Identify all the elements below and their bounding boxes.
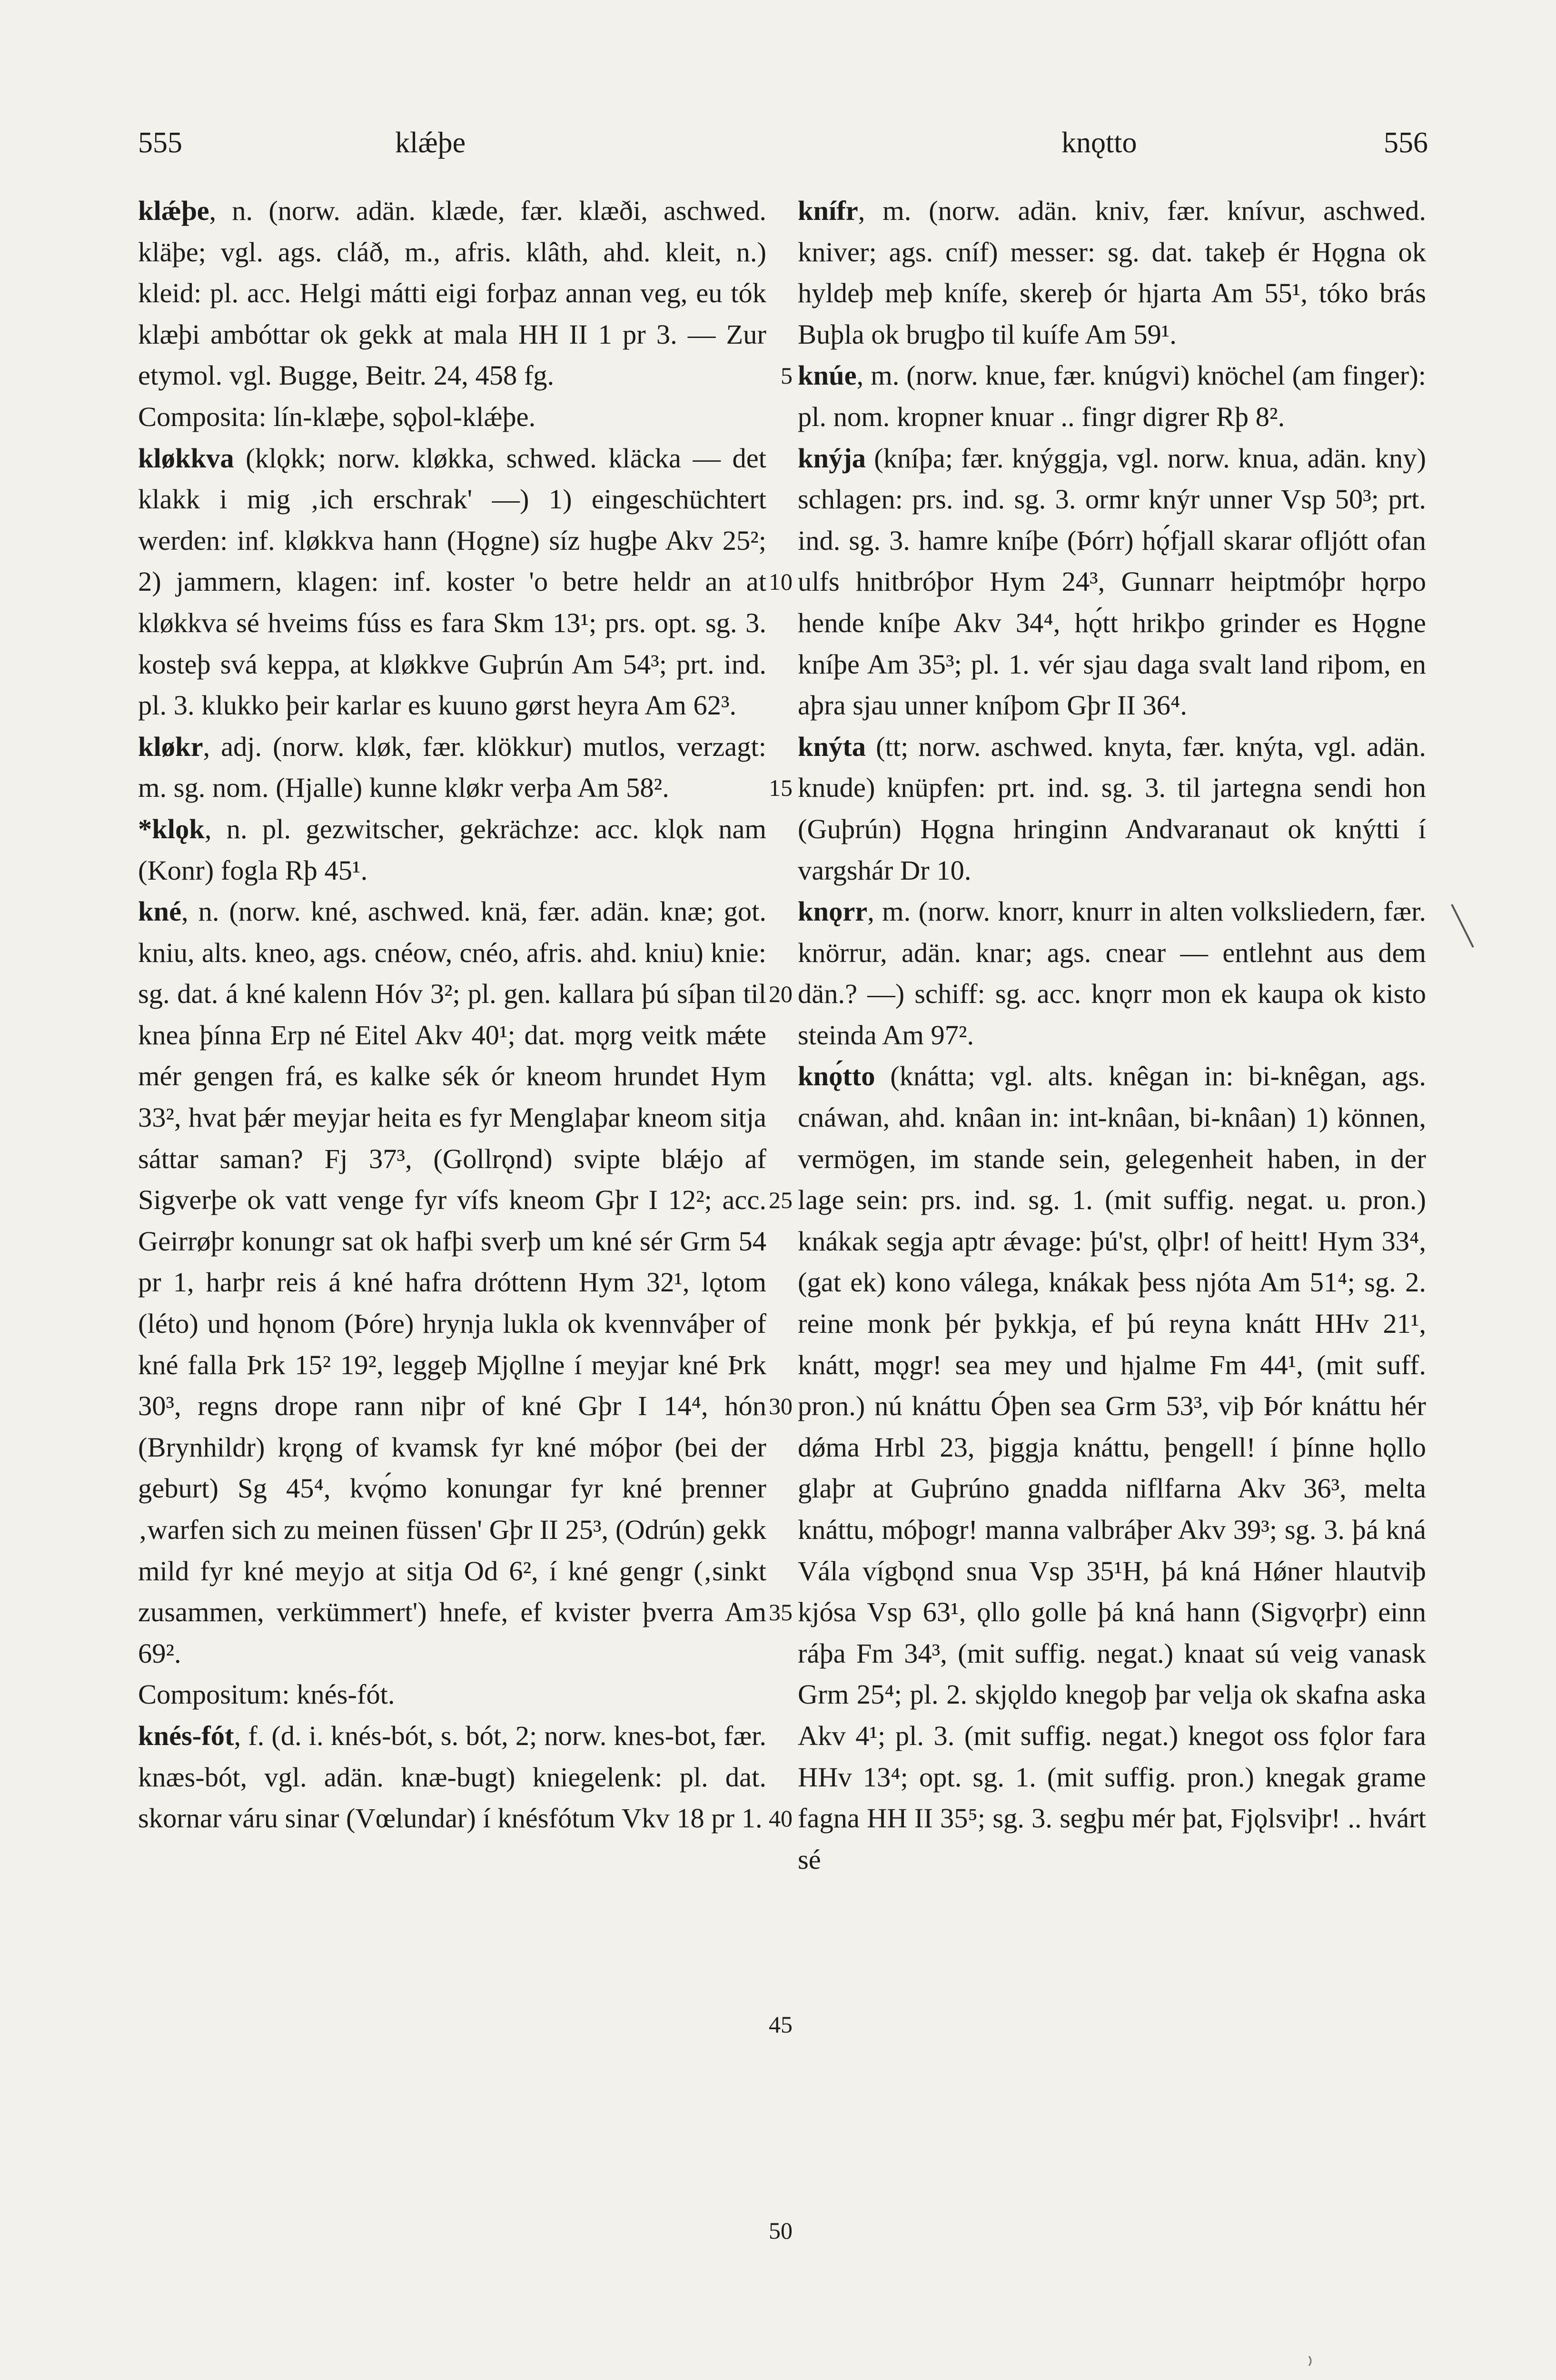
- dictionary-entry: [798, 1056, 1426, 1880]
- line-number: 20: [769, 981, 793, 1007]
- entry-body: (tt; norw. aschwed. knyta, fær. knýta, vgl. adän. knude) knüpfen: prt. ind. sg. 3. til jartegna sendi hon (Guþrún) Hǫgna hringinn Andvaranaut ok knýtti í vargshár Dr 10.: [798, 731, 1426, 886]
- pencil-mark: [1452, 904, 1473, 947]
- line-number: 10: [769, 568, 793, 595]
- entry-body: Compositum: knés-fót.: [138, 1679, 395, 1710]
- entry-body: , n. (norw. kné, aschwed. knä, fær. adän. knæ; got. kniu, alts. kneo, ags. cnéow, cnéo, afris. ahd. kniu) knie: sg. dat. á kné kalenn Hóv 3²; pl. gen. kallara þú síþan til knea þínna Erp né Eitel Akv 40¹; dat. mǫrg veitk mǽte mér gengen frá, es kalke sék ór kneom hrundet Hym 33², hvat þǽr meyjar heita es fyr Menglaþar kneom sitja sáttar saman? Fj 37³, (Gollrǫnd) svipte blǽjo af Sigverþe ok vatt venge fyr vífs kneom Gþr I 12²; acc. Geirrøþr konungr sat ok hafþi sverþ um kné sér Grm 54 pr 1, harþr reis á kné hafra dróttenn Hym 32¹, lǫtom (léto) und hǫnom (Þóre) hrynja lukla ok kvennváþer of kné falla Þrk 15² 19², leggeþ Mjǫllne í meyjar kné Þrk 30³, regns drope rann niþr of kné Gþr I 14⁴, hón (Brynhildr) krǫng of kvamsk fyr kné móþor (bei der geburt) Sg 45⁴, kvǫ́mo konungar fyr kné þrenner ‚warfen sich zu meinen füssen' Gþr II 25³, (Odrún) gekk mild fyr kné meyjo at sitja Od 6², í kné gengr (‚sinkt zusammen, verkümmert') hnefe, ef kvister þverra Am 69².: [138, 896, 766, 1669]
- line-number: 35: [769, 1599, 793, 1626]
- headword: knífr: [798, 195, 858, 226]
- dictionary-entry: [138, 190, 766, 397]
- headword: kløkr: [138, 731, 203, 762]
- pencil-mark: [1309, 2356, 1311, 2366]
- entry-body: , m. (norw. knorr, knurr in alten volksliedern, fær. knörrur, adän. knar; ags. cnear — entlehnt aus dem dän.? —) schiff: sg. acc. knǫrr mon ek kaupa ok kisto steinda Am 97².: [798, 896, 1426, 1051]
- entry-body: Composita: lín-klæþe, sǫþol-klǽþe.: [138, 401, 536, 432]
- entry-body: , f. (d. i. knés-bót, s. bót, 2; norw. knes-bot, fær. knæs-bót, vgl. adän. knæ-bugt) kniegelenk: pl. dat. skornar váru sinar (Vœlundar) í knésfótum Vkv 18 pr 1.: [138, 1720, 766, 1834]
- line-number: 15: [769, 774, 793, 801]
- dictionary-entry: [138, 438, 766, 726]
- headword: knýta: [798, 731, 866, 762]
- headword: *klǫk: [138, 813, 205, 844]
- headword: knúe: [798, 360, 857, 391]
- line-number: 50: [769, 2217, 793, 2244]
- headword: knǫrr: [798, 896, 868, 927]
- dictionary-entry: [798, 355, 1426, 437]
- right-column: [798, 190, 1426, 1880]
- entry-body: , m. (norw. adän. kniv, fær. knívur, aschwed. kniver; ags. cníf) messer: sg. dat. takeþ ér Hǫgna ok hyldeþ meþ knífe, skereþ ór hjarta Am 55¹, tóko brás Buþla ok brugþo til kuífe Am 59¹.: [798, 195, 1426, 350]
- headword: knǫ́tto: [798, 1061, 875, 1092]
- dictionary-entry: [798, 190, 1426, 355]
- line-number: 45: [769, 2011, 793, 2038]
- dictionary-entry: [138, 891, 766, 1674]
- entry-body: , n. (norw. adän. klæde, fær. klæði, aschwed. kläþe; vgl. ags. cláð, m., afris. klâth, ahd. kleit, n.) kleid: pl. acc. Helgi mátti eigi forþaz annan veg, eu tók klæþi ambóttar ok gekk at mala HH II 1 pr 3. — Zur etymol. vgl. Bugge, Beitr. 24, 458 fg.: [138, 195, 766, 391]
- line-number: 30: [769, 1393, 793, 1419]
- dictionary-entry: [138, 1716, 766, 1839]
- catchword-right: knǫtto: [1061, 127, 1137, 159]
- dictionary-entry: [138, 726, 766, 809]
- dictionary-entry: [138, 809, 766, 891]
- dictionary-entry: [798, 438, 1426, 726]
- entry-body: (klǫkk; norw. kløkka, schwed. kläcka — det klakk i mig ‚ich erschrak' —) 1) eingeschüchtert werden: inf. kløkkva hann (Hǫgne) síz hugþe Akv 25²; 2) jammern, klagen: inf. koster 'o betre heldr an at kløkkva sé hveims fúss es fara Skm 13¹; prs. opt. sg. 3. kosteþ svá keppa, at kløkkve Guþrún Am 54³; prt. ind. pl. 3. klukko þeir karlar es kuuno gørst heyra Am 62³.: [138, 442, 766, 721]
- entry-body: (kníþa; fær. knýggja, vgl. norw. knua, adän. kny) schlagen: prs. ind. sg. 3. ormr knýr unner Vsp 50³; prt. ind. sg. 3. hamre kníþe (Þórr) hǫ́fjall skarar ofljótt ofan ulfs hnitbróþor Hym 24³, Gunnarr heiptmóþr hǫrpo hende kníþe Akv 34⁴, hǫ́tt hrikþo grinder es Hǫgne kníþe Am 35³; pl. 1. vér sjau daga svalt land riþom, en aþra sjau unner kníþom Gþr II 36⁴.: [798, 442, 1426, 721]
- left-column: [138, 190, 766, 1839]
- headword: klǽþe: [138, 195, 209, 226]
- headword: knýja: [798, 442, 866, 474]
- dictionary-entry: [138, 397, 766, 438]
- line-number: 5: [781, 362, 793, 389]
- headword: kné: [138, 896, 182, 927]
- line-number: 40: [769, 1805, 793, 1832]
- entry-body: , m. (norw. knue, fær. knúgvi) knöchel (am finger): pl. nom. kropner knuar .. fingr digrer Rþ 8².: [798, 360, 1426, 432]
- dictionary-entry: [798, 891, 1426, 1056]
- headword: kløkkva: [138, 442, 234, 474]
- dictionary-entry: [798, 726, 1426, 891]
- running-head: [138, 121, 1428, 164]
- page-number-right: 556: [1384, 127, 1428, 159]
- line-number: 25: [769, 1187, 793, 1213]
- headword: knés-fót: [138, 1720, 234, 1751]
- entry-body: (knátta; vgl. alts. knêgan in: bi-knêgan, ags. cnáwan, ahd. knâan in: int-knâan, bi-knâan) 1) können, vermögen, im stande sein, gelegenheit haben, in der lage sein: prs. ind. sg. 1. (mit suffig. negat. u. pron.) knákak segja aptr ǽvage: þú'st, ǫlþr! of heitt! Hym 33⁴, (gat ek) kono válega, knákak þess njóta Am 51⁴; sg. 2. reine monk þér þykkja, ef þú reyna knátt HHv 21¹, knátt, mǫgr! sea mey und hjalme Fm 44¹, (mit suff. pron.) nú knáttu Óþen sea Grm 53³, viþ Þór knáttu hér dǿma Hrbl 23, þiggja knáttu, þengell! í þínne hǫllo glaþr at Guþrúno gnadda niflfarna Akv 36³, melta knáttu, móþogr! manna valbráþer Akv 39³; sg. 3. þá kná Vála vígbǫnd snua Vsp 35¹H, þá kná Hǿner hlautviþ kjósa Vsp 63¹, ǫllo golle þá kná hann (Sigvǫrþr) einn ráþa Fm 34³, (mit suffig. negat.) knaat sú veig vanask Grm 25⁴; pl. 2. skjǫldo knegoþ þar velja ok skafna aska Akv 4¹; pl. 3. (mit suffig. negat.) knegot oss fǫlor fara HHv 13⁴; opt. sg. 1. (mit suffig. pron.) knegak grame fagna HH II 35⁵; sg. 3. segþu mér þat, Fjǫlsviþr! .. hvárt sé: [798, 1061, 1426, 1875]
- entry-body: , adj. (norw. kløk, fær. klökkur) mutlos, verzagt: m. sg. nom. (Hjalle) kunne kløkr verþa Am 58².: [138, 731, 766, 803]
- page-number-left: 555: [138, 127, 182, 159]
- dictionary-entry: [138, 1674, 766, 1716]
- entry-body: , n. pl. gezwitscher, gekrächze: acc. klǫk nam (Konr) fogla Rþ 45¹.: [138, 813, 766, 886]
- catchword-left: klǽþe: [395, 127, 466, 159]
